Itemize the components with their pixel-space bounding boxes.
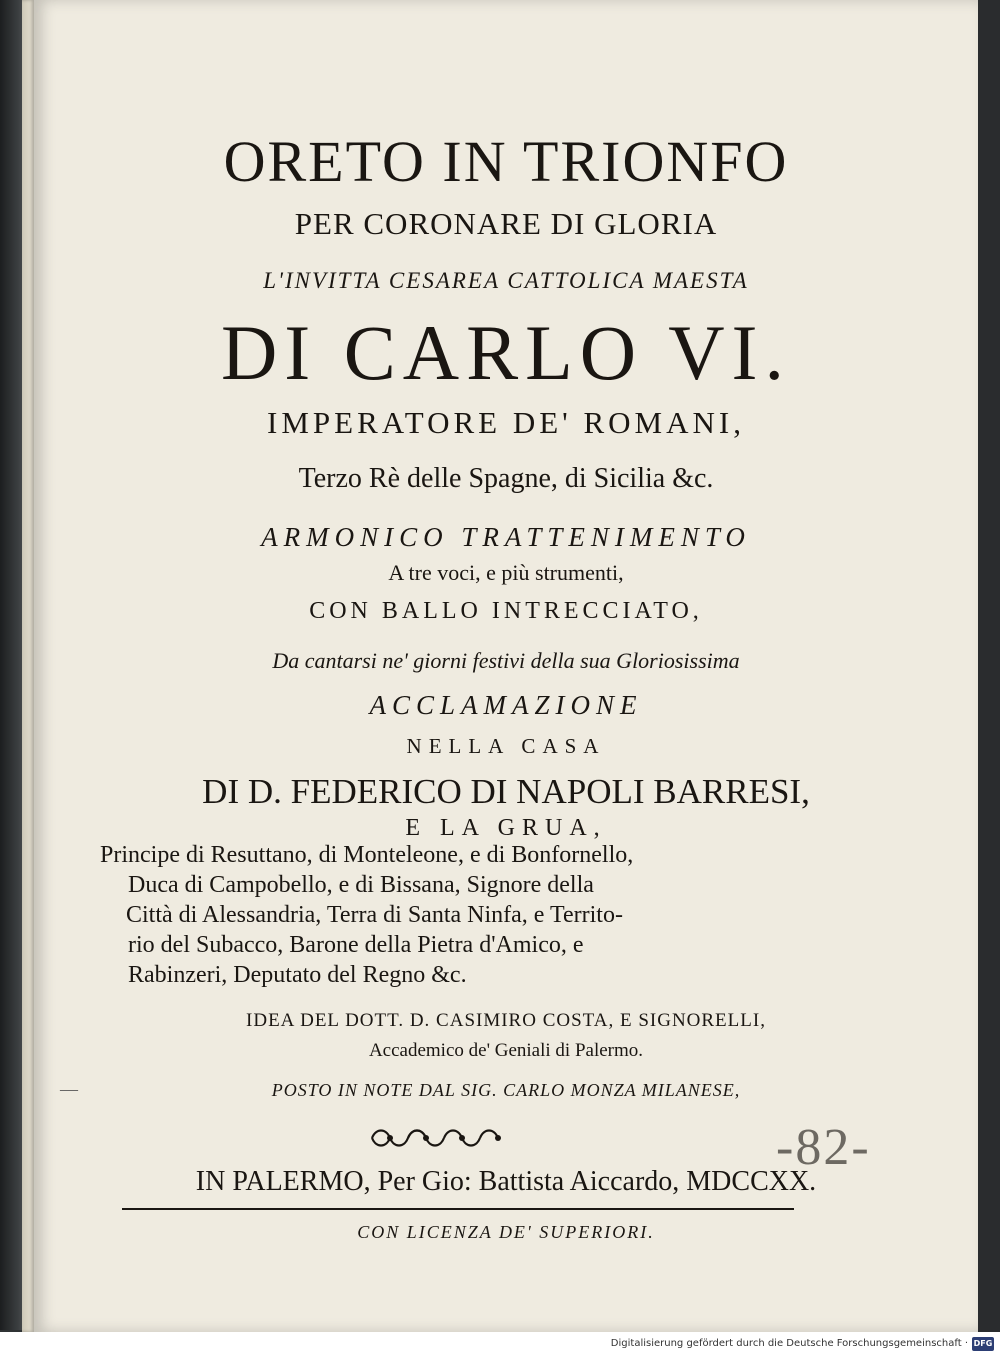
composer-line: POSTO IN NOTE DAL SIG. CARLO MONZA MILANESE,	[271, 1080, 741, 1100]
printer-ornament	[368, 1125, 506, 1151]
subtitle-line-1: PER CORONARE DI GLORIA	[294, 206, 718, 241]
ballo-line: CON BALLO INTRECCIATO,	[309, 598, 703, 624]
voices-line: A tre voci, e più strumenti,	[388, 560, 624, 585]
license-line: CON LICENZA DE' SUPERIORI.	[357, 1222, 655, 1242]
acclamation-line: ACCLAMAZIONE	[369, 690, 643, 720]
host-titles-line-4: rio del Subacco, Barone della Pietra d'Amico, e	[128, 932, 584, 958]
venue-line: NELLA CASA	[406, 734, 606, 758]
host-name: DI D. FEDERICO DI NAPOLI BARRESI,	[202, 772, 810, 811]
main-title: ORETO IN TRIONFO	[223, 129, 789, 194]
imprint-rule	[122, 1208, 794, 1210]
host-titles-line-2: Duca di Campobello, e di Bissana, Signore della	[128, 872, 594, 898]
host-titles-line-1: Principe di Resuttano, di Monteleone, e di Bonfornello,	[100, 842, 634, 868]
dfg-logo-icon: DFG	[972, 1337, 994, 1351]
academy-line: Accademico de' Geniali di Palermo.	[368, 1040, 644, 1061]
handwritten-page-number: -82-	[776, 1119, 871, 1176]
host-family-line: E LA GRUA,	[405, 815, 607, 841]
emperor-name: DI CARLO VI.	[220, 309, 792, 396]
occasion-line: Da cantarsi ne' giorni festivi della sua Gloriosissima	[272, 648, 740, 673]
kingdoms-line: Terzo Rè delle Spagne, di Sicilia &c.	[298, 463, 714, 494]
author-line: IDEA DEL DOTT. D. CASIMIRO COSTA, E SIGNORELLI,	[246, 1010, 766, 1031]
page-edge	[22, 0, 34, 1332]
funding-credit: Digitalisierung gefördert durch die Deutsche Forschungsgemeinschaft ·	[610, 1338, 968, 1349]
host-titles-line-3: Città di Alessandria, Terra di Santa Ninfa, e Territo-	[126, 902, 623, 928]
work-type-line: ARMONICO TRATTENIMENTO	[261, 522, 751, 552]
margin-dash: —	[60, 1079, 78, 1099]
imperator-line: IMPERATORE DE' ROMANI,	[267, 405, 745, 440]
host-titles-line-5: Rabinzeri, Deputato del Regno &c.	[128, 962, 467, 988]
imprint-line: IN PALERMO, Per Gio: Battista Aiccardo, MDCCXX.	[195, 1166, 817, 1197]
subtitle-line-2: L'INVITTA CESAREA CATTOLICA MAESTA	[263, 268, 749, 293]
scan-border-right	[978, 0, 1000, 1332]
